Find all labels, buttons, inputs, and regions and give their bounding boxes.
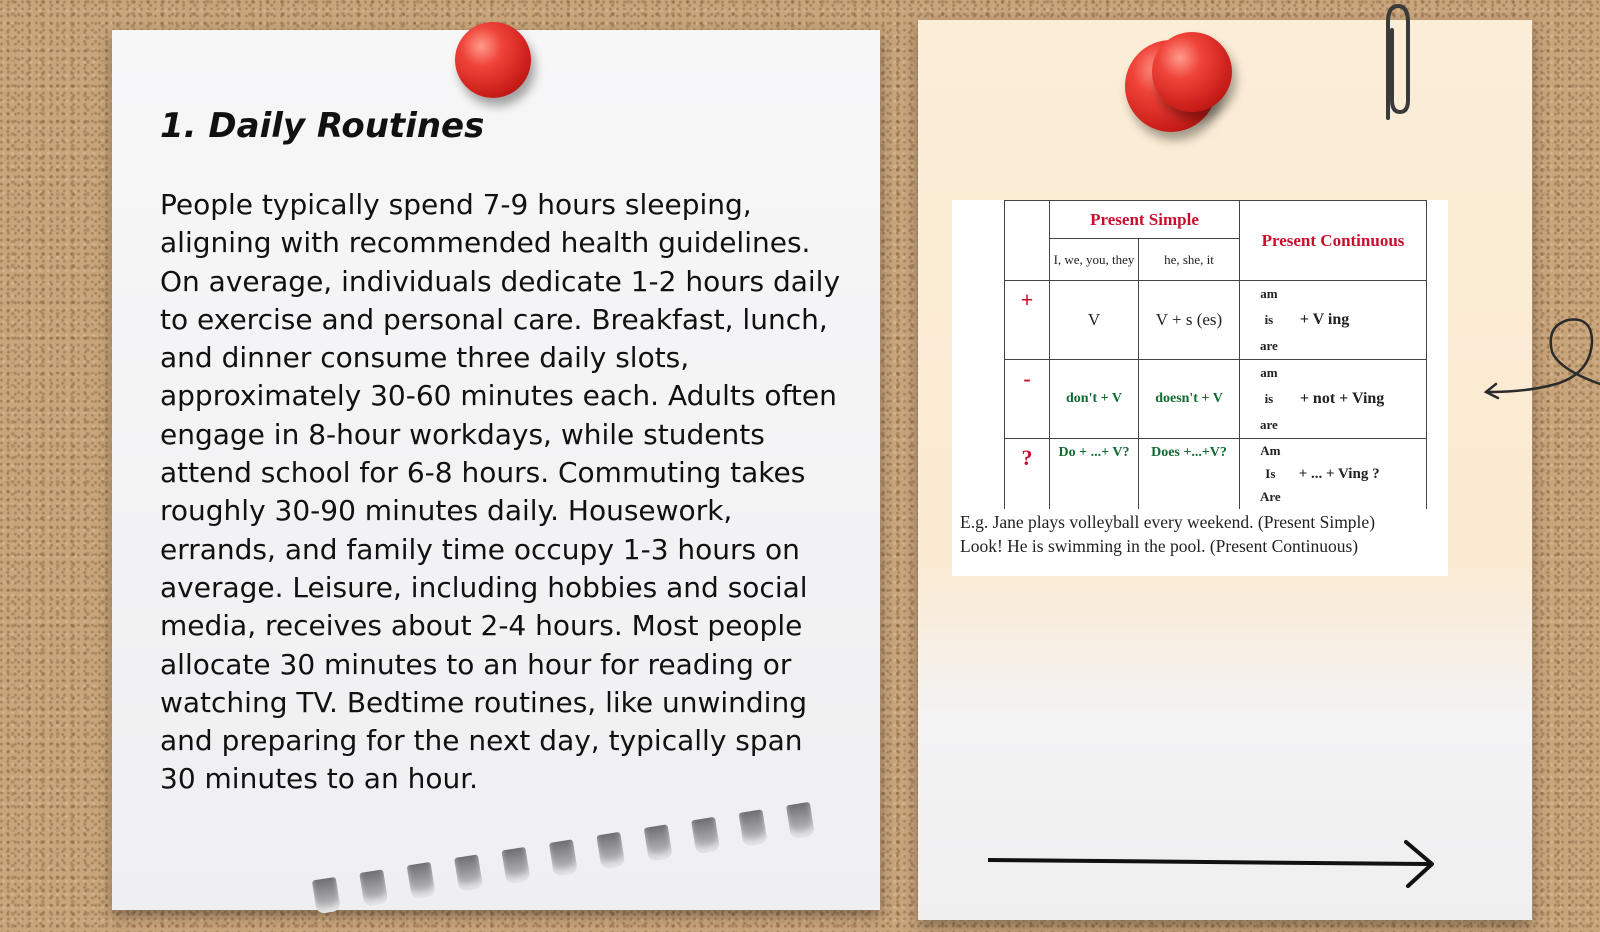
grammar-table-image	[952, 200, 1448, 576]
positive-simple-plural: V	[1050, 281, 1139, 360]
example-caption	[960, 510, 1440, 558]
subheader-he-she-it: he, she, it	[1139, 239, 1240, 281]
row-sign-positive: +	[1005, 281, 1050, 360]
positive-simple-singular: V + s (es)	[1139, 281, 1240, 360]
question-simple-singular: Does +...+V?	[1139, 439, 1240, 509]
note-title: 1. Daily Routines	[160, 106, 485, 146]
row-sign-question: ?	[1005, 439, 1050, 509]
paperclip-icon	[1376, 0, 1416, 130]
grammar-table	[1004, 200, 1427, 509]
arrow-right-icon	[988, 838, 1448, 888]
note-body: People typically spend 7-9 hours sleeping, aligning with recommended health guidelines. On average, individuals dedicate 1-2 hours daily to exercise and personal care. Breakfast, lunch, and dinner consume three daily slots, approximately 30-60 minutes each. Adults often engage in 8-hour workdays, while students attend school for 6-8 hours. Commuting takes roughly 30-90 minutes daily. Housework, errands, and family time occupy 1-3 hours on average. Leisure, including hobbies and social media, receives about 2-4 hours. Most people allocate 30 minutes to an hour for reading or watching TV. Bedtime routines, like unwinding and preparing for the next day, typically span 30 minutes to an hour.	[160, 188, 841, 796]
negative-simple-plural: don't + V	[1050, 360, 1139, 439]
negative-simple-singular: doesn't + V	[1139, 360, 1240, 439]
caption-line-2: Look! He is swimming in the pool. (Present Continuous)	[960, 536, 1359, 556]
doodle-loop-icon	[1480, 312, 1600, 412]
subheader-i-we-you-they: I, we, you, they	[1050, 239, 1139, 281]
header-present-simple: Present Simple	[1050, 201, 1240, 239]
question-continuous: Am Is Are + ... + Ving ?	[1240, 439, 1427, 509]
row-sign-negative: -	[1005, 360, 1050, 439]
header-present-continuous: Present Continuous	[1240, 201, 1427, 281]
push-pin-icon	[1152, 32, 1232, 112]
negative-continuous: am is are + not + Ving	[1240, 360, 1427, 439]
caption-line-1: E.g. Jane plays volleyball every weekend. (Present Simple)	[960, 512, 1376, 532]
positive-continuous: am is are + V ing	[1240, 281, 1427, 360]
question-simple-plural: Do + ...+ V?	[1050, 439, 1139, 509]
push-pin-icon	[455, 22, 531, 98]
